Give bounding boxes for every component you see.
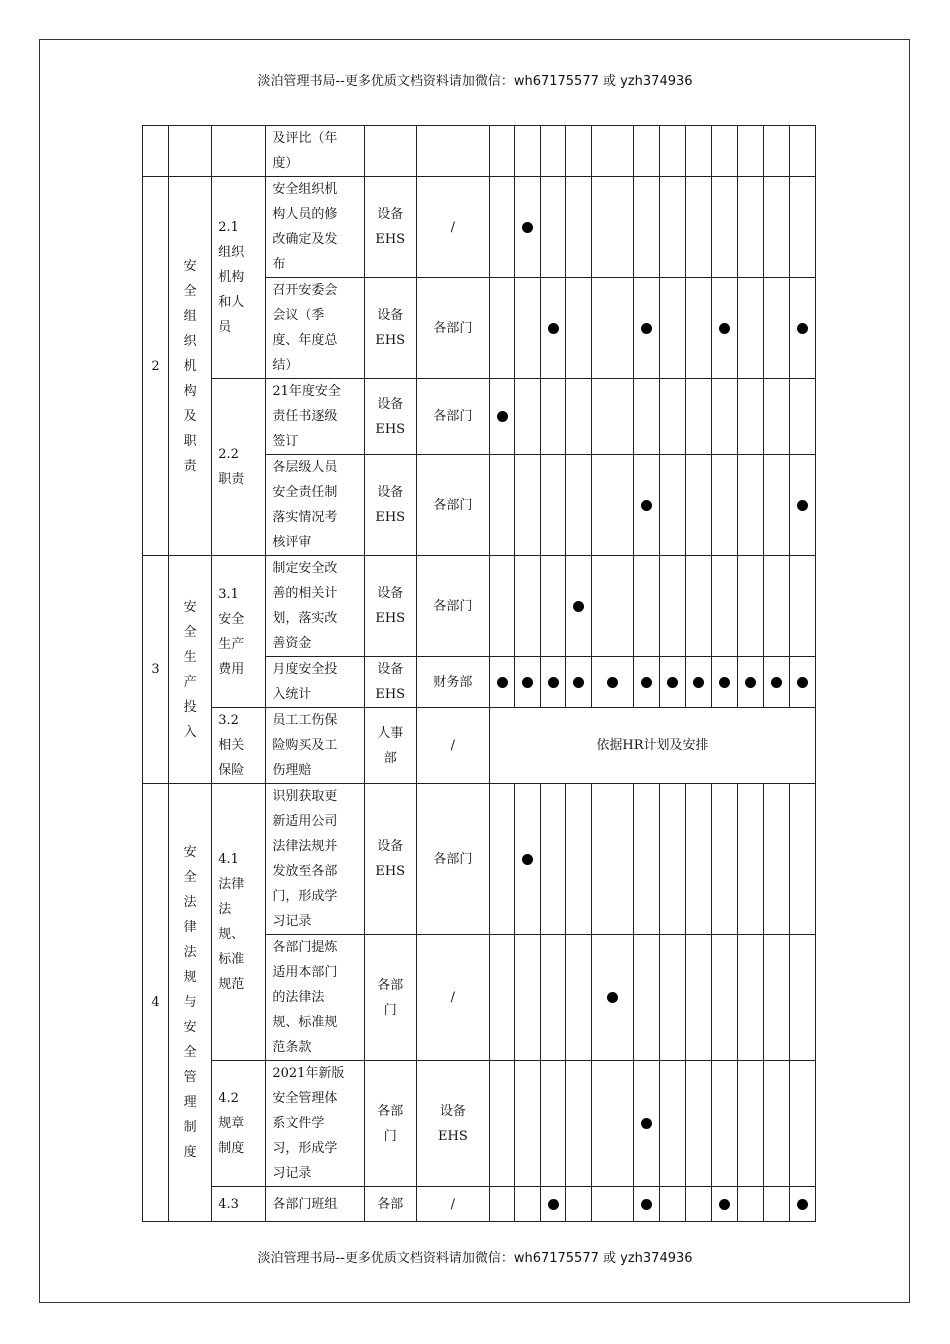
month-cell-4	[566, 784, 592, 935]
schedule-dot-icon	[797, 677, 808, 688]
subsection-label: 4.1 法律 法 规、 标准 规范	[218, 852, 245, 992]
month-cell-8	[686, 278, 711, 379]
task-text: 及评比（年 度）	[272, 131, 338, 171]
task-cell	[266, 1061, 364, 1187]
month-cell-6	[634, 455, 660, 556]
month-cell-3	[541, 278, 566, 379]
section-name: 安 全 生 产 投 入	[183, 599, 197, 740]
owner-cell	[364, 935, 416, 1061]
coop-cell	[416, 935, 489, 1061]
schedule-dot-icon	[522, 854, 533, 865]
month-cell-2	[515, 455, 541, 556]
coop-text: 各部门	[433, 851, 473, 867]
month-cell-9	[711, 556, 737, 657]
month-cell-4	[566, 379, 592, 455]
owner-text: 各部 门	[377, 977, 404, 1018]
schedule-dot-icon	[522, 222, 533, 233]
month-cell-5	[592, 177, 634, 278]
section-no-cell	[143, 126, 169, 177]
coop-cell	[416, 708, 489, 784]
task-text: 21年度安全 责任书逐级 签订	[272, 384, 341, 449]
month-cell-11	[763, 935, 789, 1061]
month-cell-7	[660, 177, 686, 278]
schedule-dot-icon	[641, 323, 652, 334]
table-row	[143, 708, 816, 784]
task-cell	[266, 278, 364, 379]
section-name: 安 全 法 律 法 规 与 安 全 管 理 制 度	[183, 845, 197, 1160]
owner-text: 各部	[377, 1196, 404, 1212]
owner-text: 设备 EHS	[375, 308, 406, 348]
month-cell-8	[686, 126, 711, 177]
schedule-dot-icon	[548, 677, 559, 688]
month-cell-3	[541, 126, 566, 177]
month-cell-12	[789, 126, 815, 177]
subsection-cell	[212, 784, 266, 1061]
section-name: 安 全 组 织 机 构 及 职 责	[183, 258, 197, 474]
month-cell-7	[660, 379, 686, 455]
month-cell-10	[737, 784, 763, 935]
month-cell-10	[737, 278, 763, 379]
month-cell-11	[763, 379, 789, 455]
safety-plan-table	[142, 125, 816, 1222]
owner-text: 设备 EHS	[375, 586, 406, 626]
month-cell-1	[489, 1187, 514, 1222]
coop-text: 各部门	[433, 320, 473, 336]
month-cell-1	[489, 657, 514, 708]
schedule-dot-icon	[641, 500, 652, 511]
section-no-cell	[143, 556, 169, 784]
owner-text: 各部 门	[377, 1103, 404, 1144]
month-cell-2	[515, 935, 541, 1061]
task-text: 识别获取更 新适用公司 法律法规并 发放至各部 门，形成学 习记录	[272, 789, 338, 929]
schedule-dot-icon	[641, 677, 652, 688]
table-row	[143, 784, 816, 935]
schedule-dot-icon	[641, 1199, 652, 1210]
month-cell-9	[711, 784, 737, 935]
month-cell-4	[566, 556, 592, 657]
month-cell-11	[763, 177, 789, 278]
month-cell-1	[489, 455, 514, 556]
month-cell-6	[634, 1187, 660, 1222]
owner-cell	[364, 455, 416, 556]
subsection-cell	[212, 126, 266, 177]
section-no: 3	[151, 662, 160, 677]
month-cell-4	[566, 278, 592, 379]
month-cell-12	[789, 278, 815, 379]
month-cell-7	[660, 784, 686, 935]
task-cell	[266, 708, 364, 784]
month-cell-12	[789, 784, 815, 935]
task-text: 月度安全投 入统计	[272, 662, 338, 702]
month-cell-1	[489, 556, 514, 657]
month-cell-1	[489, 126, 514, 177]
month-cell-9	[711, 935, 737, 1061]
task-text: 各部门班组	[272, 1196, 338, 1212]
month-cell-3	[541, 784, 566, 935]
schedule-dot-icon	[667, 677, 678, 688]
month-cell-12	[789, 556, 815, 657]
coop-text: 财务部	[433, 674, 473, 690]
schedule-dot-icon	[745, 677, 756, 688]
table-row	[143, 126, 816, 177]
month-cell-6	[634, 784, 660, 935]
month-cell-9	[711, 657, 737, 708]
month-cell-5	[592, 126, 634, 177]
month-cell-3	[541, 556, 566, 657]
month-cell-12	[789, 1061, 815, 1187]
month-cell-11	[763, 556, 789, 657]
month-cell-10	[737, 126, 763, 177]
schedule-dot-icon	[641, 1118, 652, 1129]
month-cell-10	[737, 379, 763, 455]
month-cell-11	[763, 657, 789, 708]
task-text: 员工工伤保 险购买及工 伤理赔	[272, 713, 338, 778]
owner-text: 设备 EHS	[375, 839, 406, 879]
subsection-cell	[212, 1187, 266, 1222]
owner-text: 人事 部	[377, 725, 404, 766]
schedule-dot-icon	[719, 323, 730, 334]
owner-cell	[364, 708, 416, 784]
month-cell-3	[541, 657, 566, 708]
coop-cell	[416, 177, 489, 278]
month-cell-1	[489, 1061, 514, 1187]
schedule-dot-icon	[497, 677, 508, 688]
coop-cell	[416, 455, 489, 556]
month-cell-2	[515, 379, 541, 455]
month-cell-12	[789, 657, 815, 708]
owner-text: 设备 EHS	[375, 207, 406, 247]
subsection-cell	[212, 177, 266, 379]
task-text: 召开安委会 会议（季 度、年度总 结）	[272, 283, 338, 373]
table-row	[143, 556, 816, 657]
section-no-cell	[143, 177, 169, 556]
month-cell-9	[711, 1061, 737, 1187]
schedule-dot-icon	[797, 323, 808, 334]
coop-cell	[416, 1187, 489, 1222]
month-cell-6	[634, 935, 660, 1061]
month-cell-4	[566, 455, 592, 556]
schedule-dot-icon	[719, 1199, 730, 1210]
month-cell-2	[515, 278, 541, 379]
month-cell-9	[711, 278, 737, 379]
month-cell-9	[711, 177, 737, 278]
subsection-label: 2.1 组织 机构 和人 员	[218, 220, 245, 335]
month-cell-1	[489, 784, 514, 935]
task-cell	[266, 126, 364, 177]
month-cell-8	[686, 455, 711, 556]
month-cell-6	[634, 657, 660, 708]
month-cell-5	[592, 935, 634, 1061]
month-cell-7	[660, 126, 686, 177]
task-text: 2021年新版 安全管理体 系文件学 习，形成学 习记录	[272, 1066, 345, 1181]
coop-cell	[416, 379, 489, 455]
schedule-dot-icon	[607, 677, 618, 688]
coop-text: /	[450, 1196, 456, 1212]
coop-text: 各部门	[433, 598, 473, 614]
month-cell-5	[592, 784, 634, 935]
table-row	[143, 177, 816, 278]
coop-cell	[416, 278, 489, 379]
month-cell-5	[592, 278, 634, 379]
coop-text: 各部门	[433, 497, 473, 513]
subsection-cell	[212, 708, 266, 784]
month-cell-9	[711, 1187, 737, 1222]
schedule-dot-icon	[548, 323, 559, 334]
month-cell-9	[711, 379, 737, 455]
month-cell-12	[789, 935, 815, 1061]
coop-cell	[416, 784, 489, 935]
month-cell-8	[686, 1187, 711, 1222]
schedule-dot-icon	[548, 1199, 559, 1210]
month-cell-12	[789, 379, 815, 455]
task-cell	[266, 1187, 364, 1222]
coop-cell	[416, 556, 489, 657]
subsection-label: 4.3	[218, 1196, 239, 1212]
month-cell-11	[763, 784, 789, 935]
coop-cell	[416, 1061, 489, 1187]
month-cell-3	[541, 379, 566, 455]
section-name-cell	[169, 556, 212, 784]
month-cell-2	[515, 1187, 541, 1222]
month-cell-5	[592, 556, 634, 657]
month-cell-7	[660, 455, 686, 556]
owner-text: 设备 EHS	[375, 485, 406, 525]
subsection-label: 4.2 规章 制度	[218, 1091, 245, 1156]
coop-text: /	[450, 738, 456, 753]
task-cell	[266, 935, 364, 1061]
task-text: 各部门提炼 适用本部门 的法律法 规、标准规 范条款	[272, 940, 338, 1055]
month-cell-8	[686, 379, 711, 455]
task-text: 各层级人员 安全责任制 落实情况考 核评审	[272, 460, 338, 550]
table-row	[143, 1187, 816, 1222]
month-cell-2	[515, 177, 541, 278]
month-cell-7	[660, 1187, 686, 1222]
month-cell-4	[566, 935, 592, 1061]
schedule-dot-icon	[607, 992, 618, 1003]
month-cell-12	[789, 455, 815, 556]
coop-text: 各部门	[433, 409, 473, 424]
month-cell-7	[660, 657, 686, 708]
month-cell-10	[737, 935, 763, 1061]
subsection-label: 3.2 相关 保险	[218, 713, 245, 778]
task-cell	[266, 556, 364, 657]
coop-cell	[416, 657, 489, 708]
month-cell-12	[789, 177, 815, 278]
month-cell-4	[566, 1187, 592, 1222]
month-cell-2	[515, 126, 541, 177]
month-cell-1	[489, 379, 514, 455]
month-cell-5	[592, 379, 634, 455]
month-cell-2	[515, 657, 541, 708]
month-cell-10	[737, 177, 763, 278]
month-cell-10	[737, 455, 763, 556]
schedule-dot-icon	[719, 677, 730, 688]
subsection-label: 2.2 职责	[218, 447, 245, 487]
month-cell-8	[686, 177, 711, 278]
page-header: 淡泊管理书局--更多优质文档资料请加微信：wh67175577 或 yzh374936	[257, 74, 693, 89]
month-cell-3	[541, 455, 566, 556]
task-cell	[266, 784, 364, 935]
owner-cell	[364, 657, 416, 708]
coop-text: 设备 EHS	[438, 1103, 468, 1144]
task-cell	[266, 379, 364, 455]
month-cell-4	[566, 1061, 592, 1187]
month-cell-5	[592, 455, 634, 556]
month-cell-6	[634, 556, 660, 657]
section-name-cell	[169, 177, 212, 556]
schedule-dot-icon	[573, 677, 584, 688]
month-cell-12	[789, 1187, 815, 1222]
table-row	[143, 1061, 816, 1187]
month-cell-8	[686, 1061, 711, 1187]
subsection-cell	[212, 379, 266, 556]
month-cell-8	[686, 657, 711, 708]
month-cell-10	[737, 1061, 763, 1187]
schedule-note: 依据HR计划及安排	[596, 738, 709, 753]
month-cell-1	[489, 278, 514, 379]
month-cell-10	[737, 1187, 763, 1222]
task-cell	[266, 455, 364, 556]
month-cell-3	[541, 935, 566, 1061]
month-cell-3	[541, 1061, 566, 1187]
owner-text: 设备 EHS	[375, 396, 406, 437]
owner-cell	[364, 784, 416, 935]
schedule-dot-icon	[797, 1199, 808, 1210]
owner-text: 设备 EHS	[375, 662, 406, 702]
month-cell-9	[711, 455, 737, 556]
schedule-dot-icon	[522, 677, 533, 688]
section-name-cell	[169, 784, 212, 1222]
month-cell-6	[634, 177, 660, 278]
month-cell-4	[566, 657, 592, 708]
owner-cell	[364, 177, 416, 278]
owner-cell	[364, 556, 416, 657]
subsection-cell	[212, 1061, 266, 1187]
month-cell-2	[515, 1061, 541, 1187]
month-cell-11	[763, 1187, 789, 1222]
owner-cell	[364, 1187, 416, 1222]
subsection-label: 3.1 安全 生产 费用	[218, 586, 245, 677]
task-text: 安全组织机 构人员的修 改确定及发 布	[272, 182, 338, 272]
month-cell-9	[711, 126, 737, 177]
task-cell	[266, 177, 364, 278]
month-cell-7	[660, 278, 686, 379]
month-cell-3	[541, 1187, 566, 1222]
month-cell-6	[634, 126, 660, 177]
month-cell-8	[686, 784, 711, 935]
month-cell-11	[763, 126, 789, 177]
month-cell-8	[686, 556, 711, 657]
schedule-dot-icon	[573, 601, 584, 612]
month-cell-7	[660, 556, 686, 657]
month-cell-3	[541, 177, 566, 278]
month-cell-4	[566, 177, 592, 278]
table-row	[143, 379, 816, 455]
coop-cell	[416, 126, 489, 177]
month-cell-11	[763, 455, 789, 556]
month-cell-2	[515, 784, 541, 935]
owner-cell	[364, 1061, 416, 1187]
coop-text: /	[450, 219, 456, 235]
month-cell-11	[763, 278, 789, 379]
coop-text: /	[450, 990, 456, 1005]
month-cell-11	[763, 1061, 789, 1187]
month-cell-8	[686, 935, 711, 1061]
schedule-dot-icon	[771, 677, 782, 688]
month-cell-2	[515, 556, 541, 657]
section-no-cell	[143, 784, 169, 1222]
month-cell-1	[489, 177, 514, 278]
section-no: 4	[151, 995, 160, 1010]
month-cell-6	[634, 379, 660, 455]
month-cell-4	[566, 126, 592, 177]
month-cell-10	[737, 556, 763, 657]
month-cell-6	[634, 1061, 660, 1187]
schedule-dot-icon	[797, 500, 808, 511]
month-cell-5	[592, 1061, 634, 1187]
schedule-dot-icon	[693, 677, 704, 688]
schedule-dot-icon	[497, 411, 508, 422]
schedule-note-cell	[489, 708, 815, 784]
owner-cell	[364, 126, 416, 177]
section-no: 2	[151, 358, 160, 374]
month-cell-5	[592, 1187, 634, 1222]
section-name-cell	[169, 126, 212, 177]
owner-cell	[364, 278, 416, 379]
month-cell-7	[660, 1061, 686, 1187]
month-cell-7	[660, 935, 686, 1061]
month-cell-6	[634, 278, 660, 379]
month-cell-1	[489, 935, 514, 1061]
task-cell	[266, 657, 364, 708]
subsection-cell	[212, 556, 266, 708]
task-text: 制定安全改 善的相关计 划，落实改 善资金	[272, 561, 338, 651]
page-footer: 淡泊管理书局--更多优质文档资料请加微信：wh67175577 或 yzh374936	[257, 1251, 693, 1266]
month-cell-10	[737, 657, 763, 708]
owner-cell	[364, 379, 416, 455]
month-cell-5	[592, 657, 634, 708]
